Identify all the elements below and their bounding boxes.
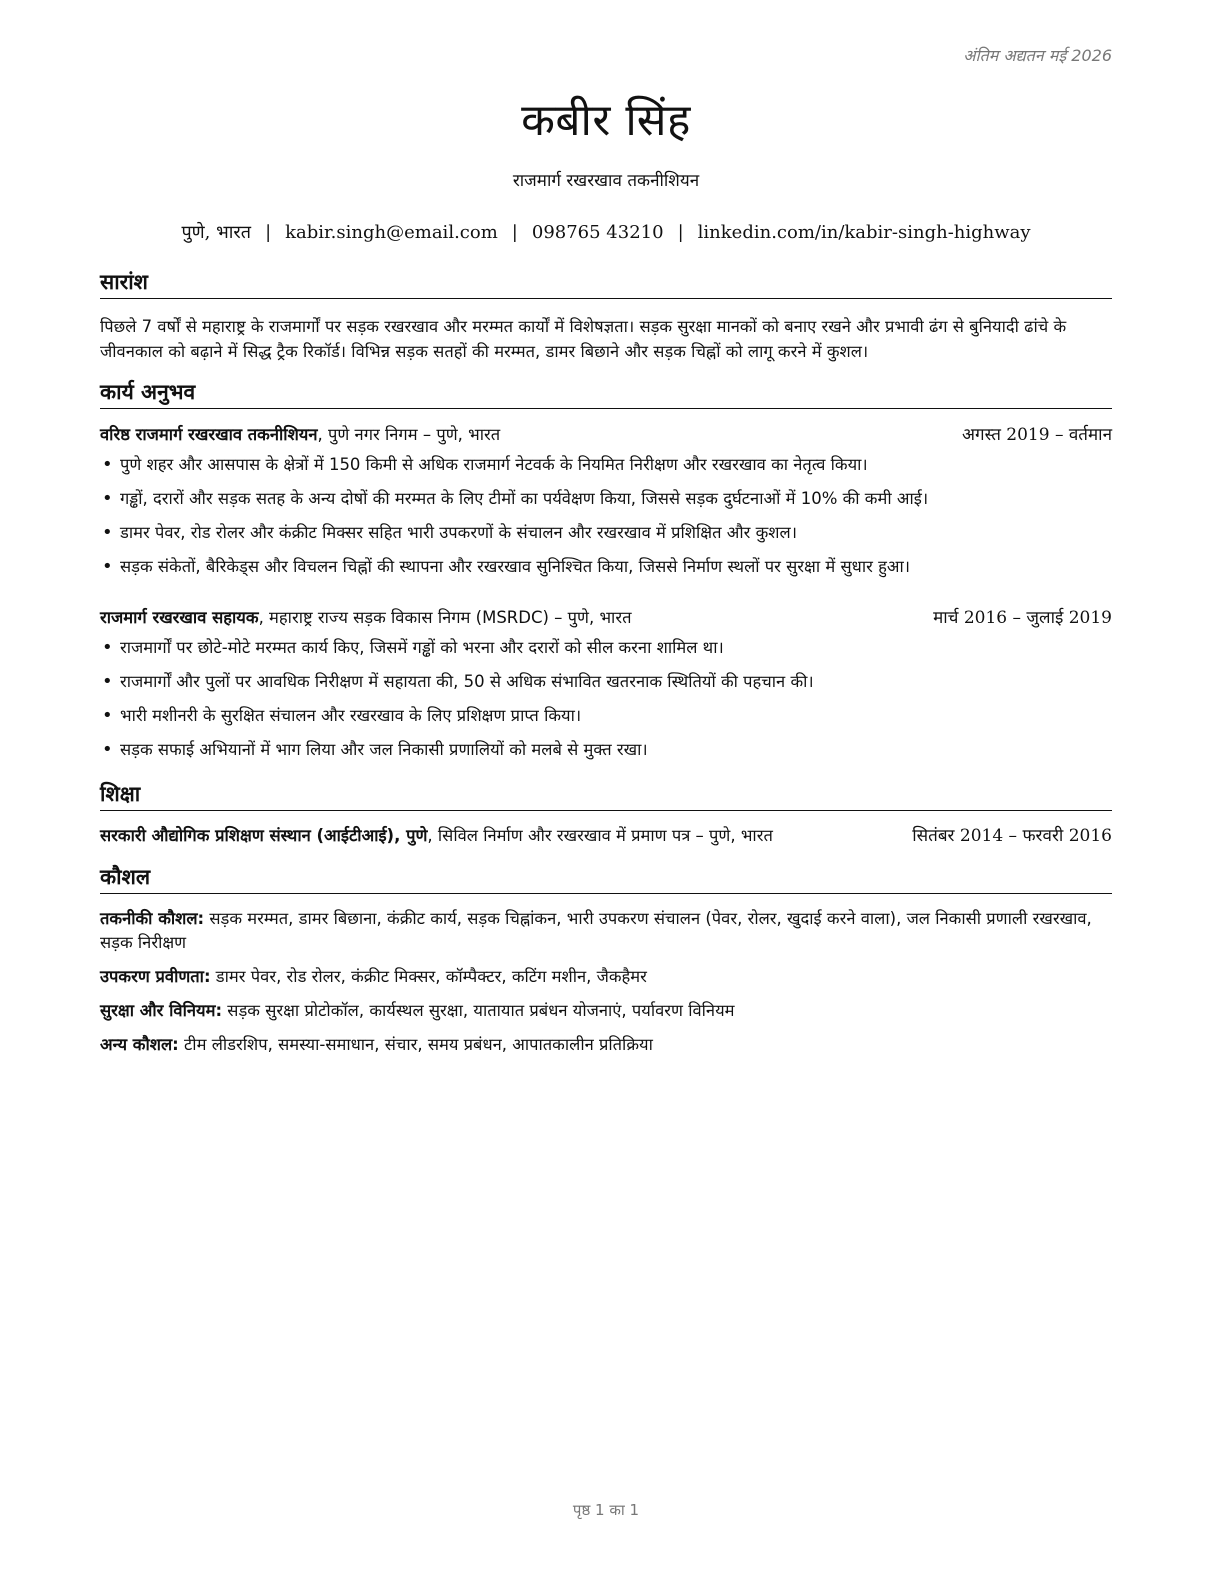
summary-heading: सारांश: [100, 268, 1112, 299]
skills-heading: कौशल: [100, 863, 1112, 894]
list-item: • राजमार्गों पर छोटे-मोटे मरम्मत कार्य किए, जिसमें गड्ढों को भरना और दरारों को सील करना शामिल था।: [100, 636, 1112, 660]
list-item: • सड़क सफाई अभियानों में भाग लिया और जल निकासी प्रणालियों को मलबे से मुक्त रखा।: [100, 738, 1112, 762]
contact-email[interactable]: kabir.singh@email.com: [285, 222, 498, 243]
skill-line: [100, 907, 1112, 955]
contact-separator: |: [511, 222, 518, 243]
skill-text: सड़क सुरक्षा प्रोटोकॉल, कार्यस्थल सुरक्षा, यातायात प्रबंधन योजनाएं, पर्यावरण विनियम: [222, 1001, 735, 1020]
job-role: राजमार्ग रखरखाव सहायक: [100, 608, 259, 627]
skill-text: सड़क मरम्मत, डामर बिछाना, कंक्रीट कार्य, सड़क चिह्नांकन, भारी उपकरण संचालन (पेवर, रोलर, खुदाई करने वाला), जल निकासी प्रणाली रखरखाव, सड़क निरीक्षण: [100, 909, 1092, 952]
job-dates: मार्च 2016 – जुलाई 2019: [933, 608, 1112, 628]
education-entry: [100, 824, 1112, 848]
list-item: • गड्ढों, दरारों और सड़क सतह के अन्य दोषों की मरम्मत के लिए टीमों का पर्यवेक्षण किया, जिससे सड़क दुर्घटनाओं में 10% की कमी आई।: [100, 487, 1112, 511]
job-header: [100, 423, 1112, 447]
skill-line: [100, 999, 1112, 1023]
list-item: • सड़क संकेतों, बैरिकेड्स और विचलन चिह्नों की स्थापना और रखरखाव सुनिश्चित किया, जिससे निर्माण स्थलों पर सुरक्षा में सुधार हुआ।: [100, 555, 1112, 579]
skill-text: टीम लीडरशिप, समस्या-समाधान, संचार, समय प्रबंधन, आपातकालीन प्रतिक्रिया: [178, 1035, 653, 1054]
candidate-title: राजमार्ग रखरखाव तकनीशियन: [512, 171, 700, 191]
skill-text: डामर पेवर, रोड रोलर, कंक्रीट मिक्सर, कॉम्पैक्टर, कटिंग मशीन, जैकहैमर: [210, 967, 647, 986]
education-heading: शिक्षा: [100, 780, 1112, 811]
education-line: [100, 824, 773, 848]
job-bullets: [100, 636, 1112, 772]
job-title-line: [100, 606, 632, 630]
contact-location: पुणे, भारत: [181, 222, 252, 243]
contact-line: [100, 220, 1112, 244]
education-institution: सरकारी औद्योगिक प्रशिक्षण संस्थान (आईटीआई), पुणे: [100, 826, 428, 845]
job-bullets: [100, 453, 1112, 589]
skill-line: [100, 965, 1112, 989]
contact-separator: |: [677, 222, 684, 243]
experience-heading: कार्य अनुभव: [100, 378, 1112, 409]
education-detail: , सिविल निर्माण और रखरखाव में प्रमाण पत्र – पुणे, भारत: [427, 826, 773, 845]
contact-phone: 098765 43210: [531, 222, 664, 243]
skill-line: [100, 1033, 1112, 1057]
resume-page: [100, 0, 1112, 1584]
summary-text: पिछले 7 वर्षों से महाराष्ट्र के राजमार्गों पर सड़क रखरखाव और मरम्मत कार्यों में विशेषज्ञता। सड़क सुरक्षा मानकों को बनाए रखने और प्रभावी ढंग से बुनियादी ढांचे के जीवनकाल को बढ़ाने में सिद्ध ट्रैक रिकॉर्ड। विभिन्न सड़क सतहों की मरम्मत, डामर बिछाने और सड़क चिह्नों को लागू करने में कुशल।: [100, 317, 1067, 361]
candidate-name: कबीर सिंह: [521, 95, 691, 146]
job-role: वरिष्ठ राजमार्ग रखरखाव तकनीशियन: [100, 425, 318, 444]
list-item: • पुणे शहर और आसपास के क्षेत्रों में 150 किमी से अधिक राजमार्ग नेटवर्क के नियमित निरीक्षण और रखरखाव का नेतृत्व किया।: [100, 453, 1112, 477]
last-updated: अंतिम अद्यतन मई 2026: [963, 46, 1112, 65]
job-dates: अगस्त 2019 – वर्तमान: [962, 425, 1112, 445]
skill-label: उपकरण प्रवीणता:: [100, 967, 211, 986]
skill-label: सुरक्षा और विनियम:: [100, 1001, 223, 1020]
list-item: • भारी मशीनरी के सुरक्षित संचालन और रखरखाव के लिए प्रशिक्षण प्राप्त किया।: [100, 704, 1112, 728]
list-item: • राजमार्गों और पुलों पर आवधिक निरीक्षण में सहायता की, 50 से अधिक संभावित खतरनाक स्थितियों की पहचान की।: [100, 670, 1112, 694]
page-number: पृष्ठ 1 का 1: [572, 1501, 640, 1519]
job-header: [100, 606, 1112, 630]
job-org: , पुणे नगर निगम – पुणे, भारत: [317, 425, 501, 444]
job-org: , महाराष्ट्र राज्य सड़क विकास निगम (MSRDC) – पुणे, भारत: [258, 608, 632, 627]
education-dates: सितंबर 2014 – फरवरी 2016: [912, 826, 1112, 846]
skill-label: अन्य कौशल:: [100, 1035, 179, 1054]
job-title-line: [100, 423, 500, 447]
contact-linkedin[interactable]: linkedin.com/in/kabir-singh-highway: [697, 222, 1031, 243]
skill-label: तकनीकी कौशल:: [100, 909, 205, 928]
list-item: • डामर पेवर, रोड रोलर और कंक्रीट मिक्सर सहित भारी उपकरणों के संचालन और रखरखाव में प्रशिक्षित और कुशल।: [100, 521, 1112, 545]
contact-separator: |: [265, 222, 272, 243]
